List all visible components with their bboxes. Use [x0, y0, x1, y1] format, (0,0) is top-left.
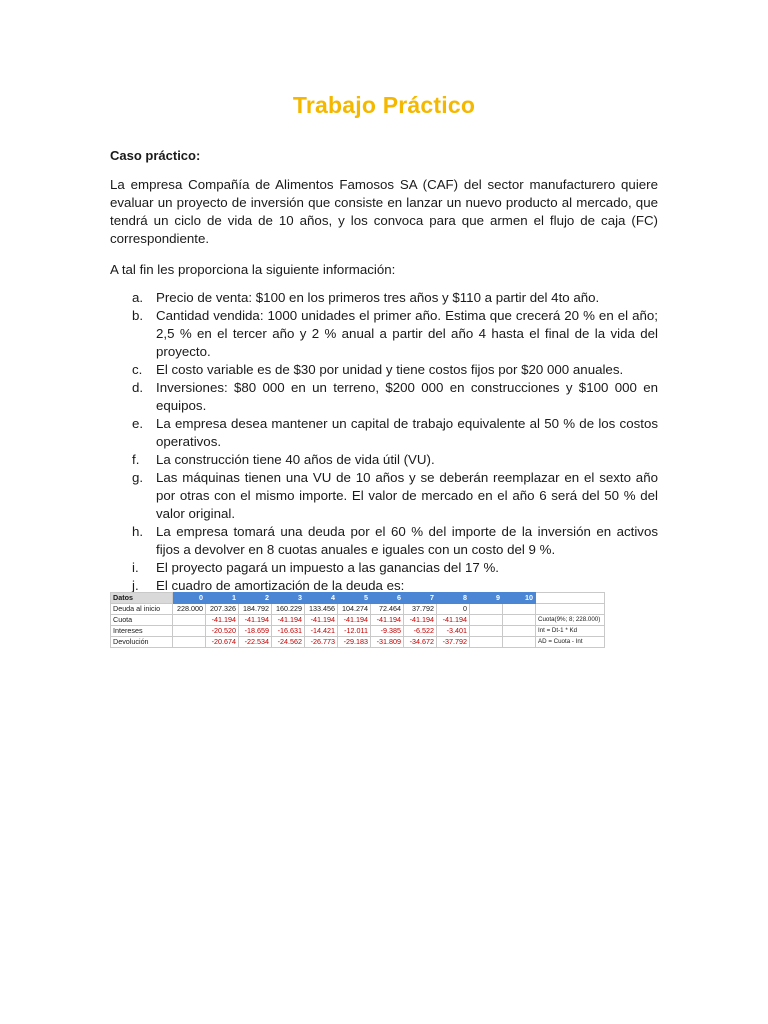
- table-header-year: 3: [272, 593, 305, 604]
- table-header-row: [111, 593, 605, 604]
- list-item-text: El cuadro de amortización de la deuda es:: [156, 578, 405, 593]
- table-cell: -20.520: [206, 626, 239, 637]
- table-cell: 72.464: [371, 604, 404, 615]
- table-row-label: Intereses: [111, 626, 173, 637]
- table-cell: -12.011: [338, 626, 371, 637]
- amortization-table: [110, 592, 605, 648]
- list-item: [110, 469, 658, 523]
- table-cell: -34.672: [404, 637, 437, 648]
- table-cell: [503, 615, 536, 626]
- intro-paragraph: La empresa Compañía de Alimentos Famosos SA (CAF) del sector manufacturero quiere evaluar un proyecto de inversión que consiste en lanzar un nuevo producto al mercado, que tendrá un ciclo de vida de 10 años, y los convoca para que armen el flujo de caja (FC) correspondiente.: [110, 177, 658, 246]
- list-item-text: Inversiones: $80 000 en un terreno, $200 000 en construcciones y $100 000 en equipos.: [156, 380, 658, 413]
- table-cell: -29.183: [338, 637, 371, 648]
- list-item-text: La construcción tiene 40 años de vida útil (VU).: [156, 452, 435, 467]
- table-cell: [470, 637, 503, 648]
- table-header-year: 10: [503, 593, 536, 604]
- list-marker: h.: [132, 524, 144, 539]
- list-item: [110, 415, 658, 451]
- table-header-year: 4: [305, 593, 338, 604]
- lead-sentence: A tal fin les proporciona la siguiente información:: [110, 262, 396, 277]
- table-cell: -41.194: [239, 615, 272, 626]
- case-heading: Caso práctico:: [110, 148, 201, 163]
- list-item-text: Cantidad vendida: 1000 unidades el primer año. Estima que crecerá 20 % en el año; 2,5 % en el tercer año y 2 % anual a partir del año 4 hasta el final de la vida del proyecto.: [156, 308, 658, 359]
- list-item: [110, 361, 658, 379]
- list-item: [110, 559, 658, 577]
- table-header-label: Datos: [111, 593, 173, 604]
- table-cell: 228.000: [173, 604, 206, 615]
- table-cell: -24.562: [272, 637, 305, 648]
- table-cell: -41.194: [437, 615, 470, 626]
- list-item-text: El proyecto pagará un impuesto a las ganancias del 17 %.: [156, 560, 499, 575]
- table-cell: -9.385: [371, 626, 404, 637]
- table-cell: 207.326: [206, 604, 239, 615]
- list-item: [110, 523, 658, 559]
- table-formula-note: [536, 604, 605, 615]
- information-list: [110, 289, 658, 595]
- list-marker: i.: [132, 560, 139, 575]
- table-formula-note: AD = Cuota - Int: [536, 637, 605, 648]
- table-cell: [470, 604, 503, 615]
- table-cell: [173, 626, 206, 637]
- table-row: [111, 604, 605, 615]
- table-cell: -22.534: [239, 637, 272, 648]
- list-item: [110, 379, 658, 415]
- list-marker: f.: [132, 452, 140, 467]
- table-cell: -41.194: [371, 615, 404, 626]
- list-marker: d.: [132, 380, 144, 395]
- table-cell: -14.421: [305, 626, 338, 637]
- table-cell: [503, 604, 536, 615]
- list-item: [110, 307, 658, 361]
- table-cell: [173, 637, 206, 648]
- table-cell: -41.194: [305, 615, 338, 626]
- table-cell: 184.792: [239, 604, 272, 615]
- list-item: [110, 289, 658, 307]
- table-cell: -3.401: [437, 626, 470, 637]
- table-row-label: Deuda al inicio: [111, 604, 173, 615]
- table-row: [111, 626, 605, 637]
- table-cell: -6.522: [404, 626, 437, 637]
- table-cell: -18.659: [239, 626, 272, 637]
- table-cell: -41.194: [206, 615, 239, 626]
- document-title: Trabajo Práctico: [292, 92, 476, 118]
- table-cell: -41.194: [338, 615, 371, 626]
- list-item-text: Las máquinas tienen una VU de 10 años y se deberán reemplazar en el sexto año por otras con el mismo importe. El valor de mercado en el año 6 será del 50 % del valor original.: [156, 470, 658, 521]
- table-cell: -26.773: [305, 637, 338, 648]
- table-cell: 0: [437, 604, 470, 615]
- table-cell: -31.809: [371, 637, 404, 648]
- list-item-text: La empresa tomará una deuda por el 60 % del importe de la inversión en activos fijos a devolver en 8 cuotas anuales e iguales con un costo del 9 %.: [156, 524, 658, 557]
- table-cell: [470, 615, 503, 626]
- table-header-year: 1: [206, 593, 239, 604]
- table-cell: 37.792: [404, 604, 437, 615]
- table-cell: 133.456: [305, 604, 338, 615]
- table-cell: -37.792: [437, 637, 470, 648]
- list-marker: c.: [132, 362, 143, 377]
- table-cell: -41.194: [272, 615, 305, 626]
- list-item-text: La empresa desea mantener un capital de trabajo equivalente al 50 % de los costos operativos.: [156, 416, 658, 449]
- table-header-year: 0: [173, 593, 206, 604]
- table-row-label: Cuota: [111, 615, 173, 626]
- table-header-year: 6: [371, 593, 404, 604]
- list-marker: e.: [132, 416, 144, 431]
- table-cell: 104.274: [338, 604, 371, 615]
- table-cell: [503, 637, 536, 648]
- table-formula-note: Int = Dt-1 * Kd: [536, 626, 605, 637]
- table-cell: [173, 615, 206, 626]
- table-header-year: 9: [470, 593, 503, 604]
- table-header-note: [536, 593, 605, 604]
- list-marker: b.: [132, 308, 144, 323]
- list-marker: g.: [132, 470, 144, 485]
- list-marker: a.: [132, 290, 144, 305]
- list-marker: j.: [132, 578, 139, 593]
- table-cell: -16.631: [272, 626, 305, 637]
- table-cell: -20.674: [206, 637, 239, 648]
- table-row: [111, 615, 605, 626]
- table-header-year: 7: [404, 593, 437, 604]
- table-header-year: 8: [437, 593, 470, 604]
- list-item-text: El costo variable es de $30 por unidad y tiene costos fijos por $20 000 anuales.: [156, 362, 624, 377]
- list-item: [110, 451, 658, 469]
- table-header-year: 5: [338, 593, 371, 604]
- table-formula-note: Cuota(9%; 8; 228.000): [536, 615, 605, 626]
- table-row-label: Devolución: [111, 637, 173, 648]
- list-item-text: Precio de venta: $100 en los primeros tres años y $110 a partir del 4to año.: [156, 290, 600, 305]
- table-cell: 160.229: [272, 604, 305, 615]
- table-cell: [470, 626, 503, 637]
- table-header-year: 2: [239, 593, 272, 604]
- table-cell: [503, 626, 536, 637]
- table-cell: -41.194: [404, 615, 437, 626]
- table-row: [111, 637, 605, 648]
